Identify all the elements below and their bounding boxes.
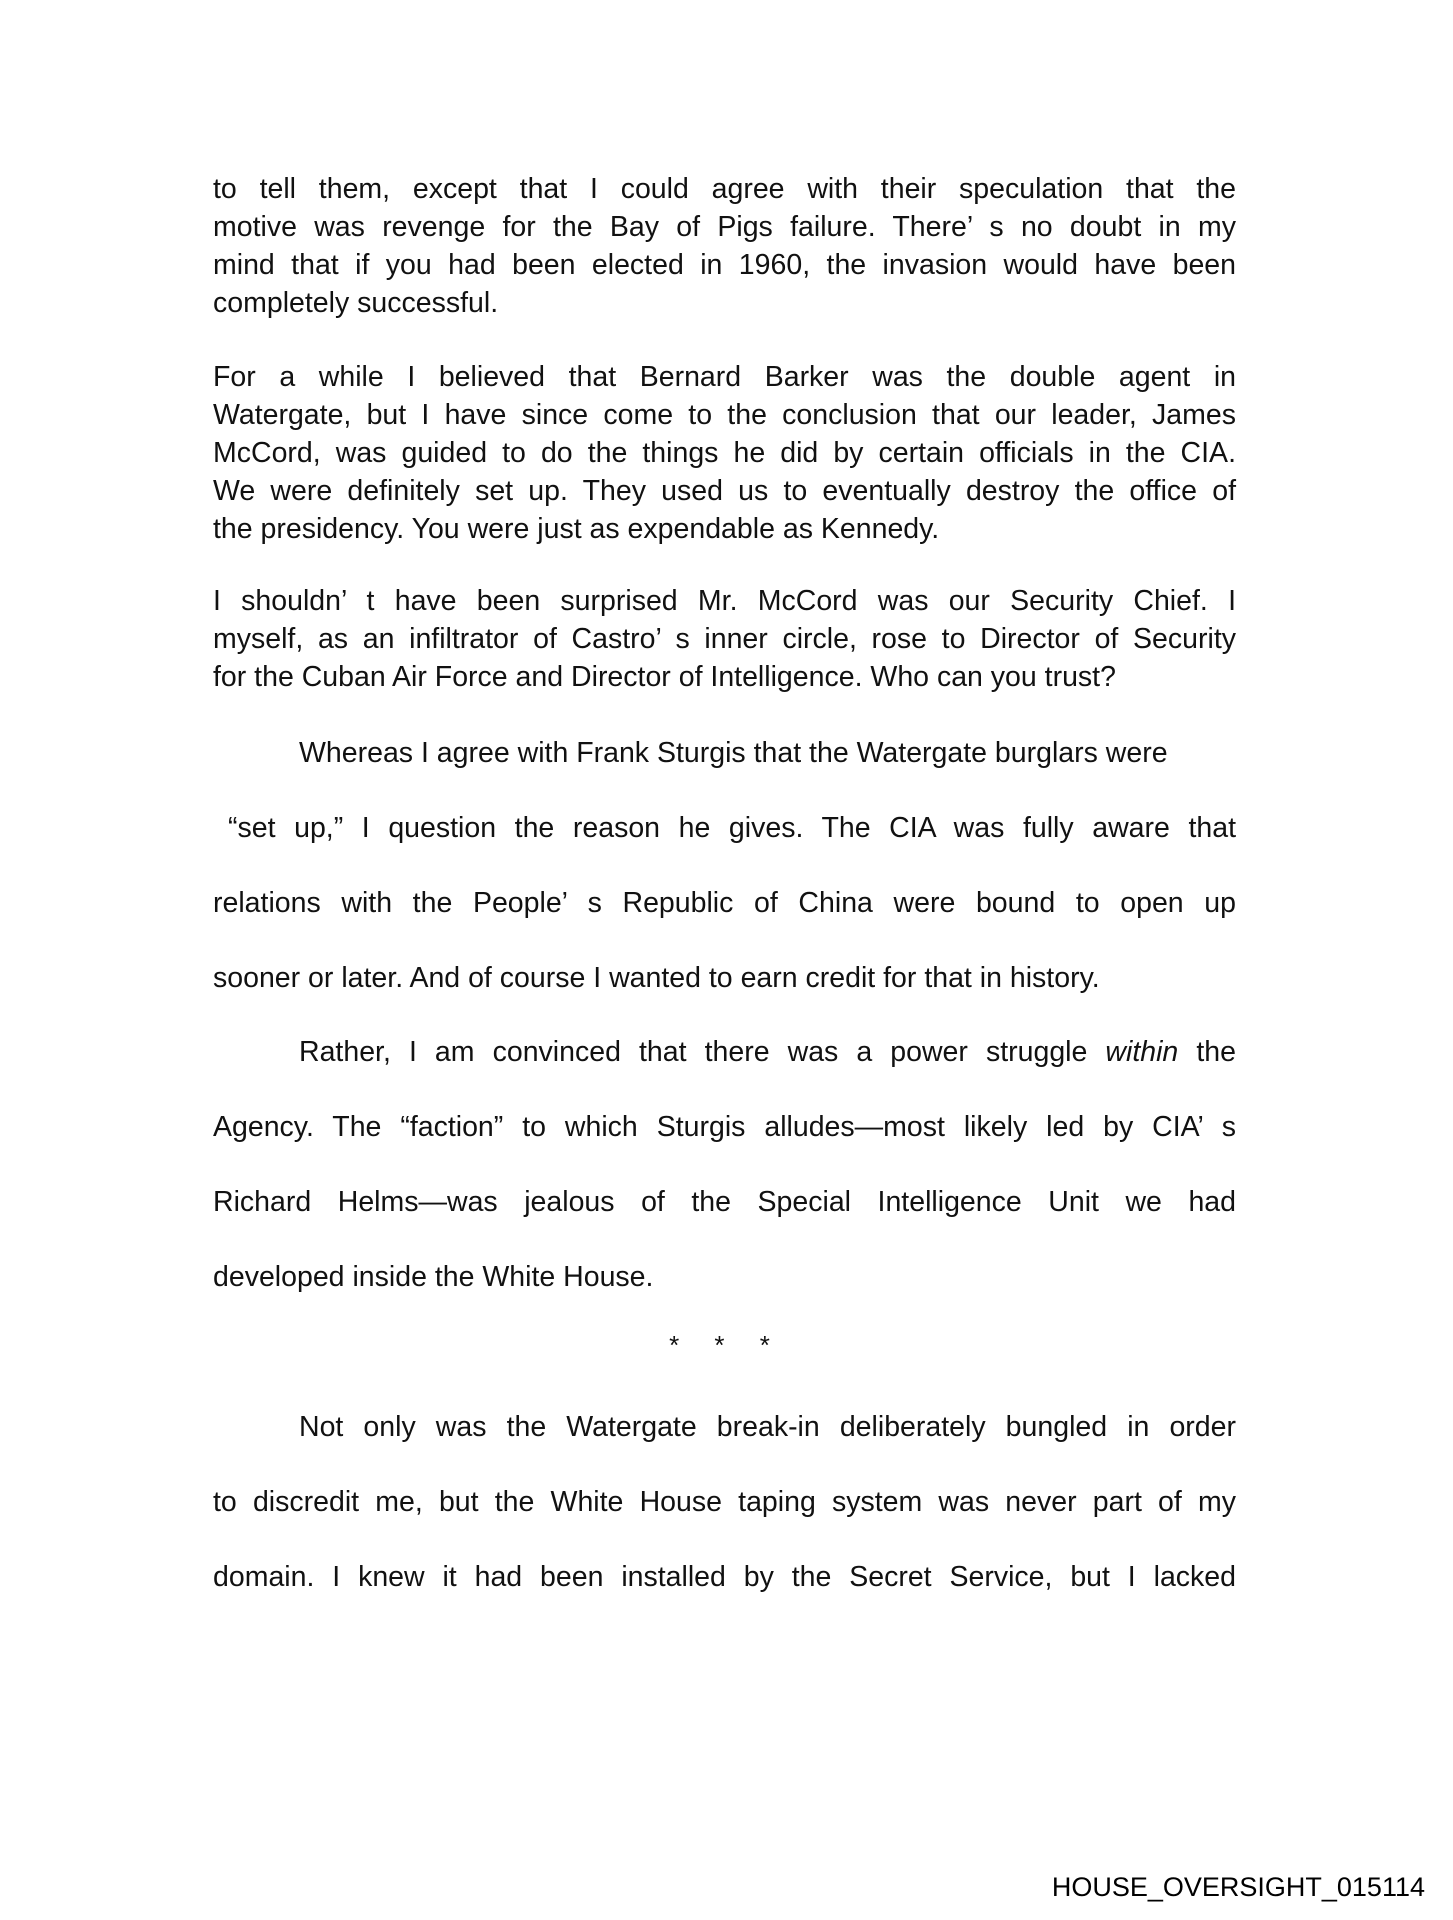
text: the (1178, 1036, 1236, 1068)
text-line: Richard Helms—was jealous of the Special Intelligence Unit we had (213, 1186, 1236, 1218)
text-line: For a while I believed that Bernard Barker was the double agent in (213, 361, 1236, 393)
text-line: Agency. The “faction” to which Sturgis alludes—most likely led by CIA’ s (213, 1111, 1236, 1143)
bates-number: HOUSE_OVERSIGHT_015114 (1051, 1872, 1425, 1902)
paragraph-6 (213, 1408, 1236, 1633)
text-line: relations with the People’ s Republic of China were bound to open up (213, 887, 1236, 919)
paragraph-5 (213, 1033, 1236, 1333)
text-line: motive was revenge for the Bay of Pigs failure. There’ s no doubt in my (213, 211, 1236, 243)
text-line: developed inside the White House. (213, 1261, 654, 1293)
text-line: I shouldn’ t have been surprised Mr. McCord was our Security Chief. I (213, 585, 1236, 617)
text-line: mind that if you had been elected in 1960, the invasion would have been (213, 249, 1236, 281)
text-line: myself, as an infiltrator of Castro’ s inner circle, rose to Director of Security (213, 623, 1236, 655)
paragraph-3 (213, 582, 1236, 696)
text-line: “set up,” I question the reason he gives. The CIA was fully aware that (228, 812, 1236, 844)
emphasis-text: within (1105, 1036, 1179, 1068)
text-line: the presidency. You were just as expendable as Kennedy. (213, 513, 940, 545)
text-line: domain. I knew it had been installed by the Secret Service, but I lacked (213, 1561, 1236, 1593)
text-line: Watergate, but I have since come to the conclusion that our leader, James (213, 399, 1236, 431)
text-line: completely successful. (213, 287, 499, 319)
text-line: sooner or later. And of course I wanted to earn credit for that in history. (213, 962, 1100, 994)
paragraph-1 (213, 170, 1236, 322)
text-line: We were definitely set up. They used us to eventually destroy the office of (213, 475, 1236, 507)
paragraph-2 (213, 358, 1236, 548)
text-line: Whereas I agree with Frank Sturgis that the Watergate burglars were (299, 737, 1168, 769)
text-line: Not only was the Watergate break-in deliberately bungled in order (299, 1411, 1236, 1443)
text-line: for the Cuban Air Force and Director of Intelligence. Who can you trust? (213, 661, 1116, 693)
text-line (213, 1033, 1236, 1108)
text-line: McCord, was guided to do the things he did by certain officials in the CIA. (213, 437, 1236, 469)
paragraph-4 (213, 734, 1236, 1034)
text-line: to tell them, except that I could agree with their speculation that the (213, 173, 1236, 205)
section-separator: * * * (669, 1330, 784, 1360)
text-line: to discredit me, but the White House taping system was never part of my (213, 1486, 1236, 1518)
text: Rather, I am convinced that there was a power struggle (299, 1036, 1106, 1068)
